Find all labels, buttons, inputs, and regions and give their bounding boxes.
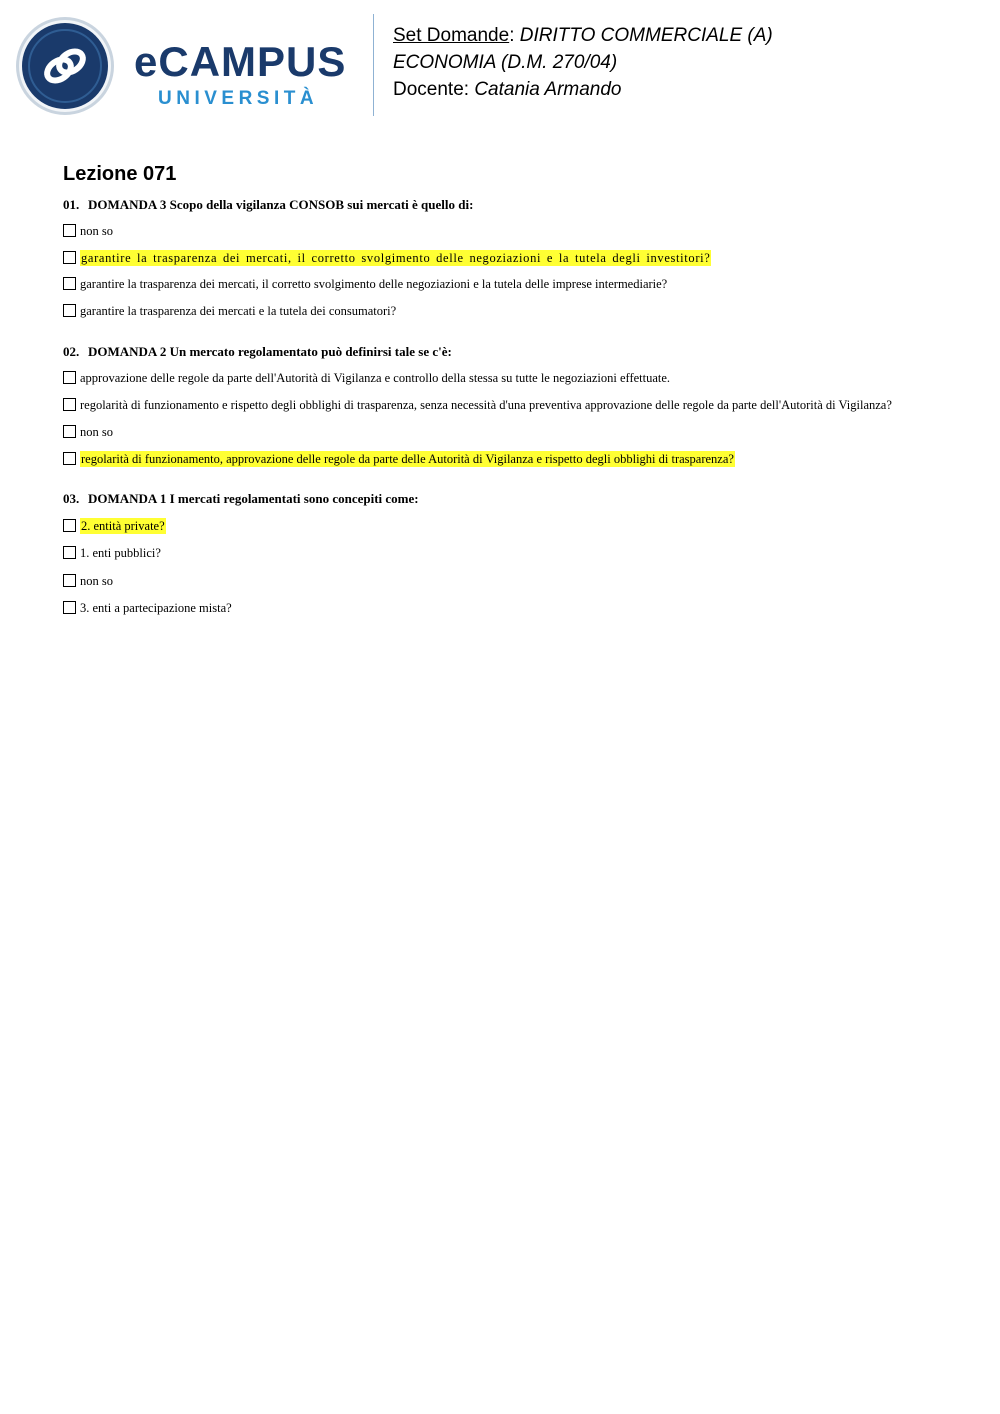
- answer-checkbox[interactable]: [63, 574, 76, 587]
- question-number: 01.: [63, 197, 80, 212]
- answer-text: 1. enti pubblici?: [80, 545, 161, 560]
- question-number: 03.: [63, 491, 80, 506]
- answer-checkbox[interactable]: [63, 224, 76, 237]
- set-label: Set Domande: [393, 25, 510, 46]
- answer-checkbox[interactable]: [63, 398, 76, 411]
- answer-checkbox[interactable]: [63, 251, 76, 264]
- lesson-title: Lezione 071: [63, 163, 177, 185]
- ecampus-seal-logo-icon: [14, 16, 116, 116]
- answer-option-highlighted[interactable]: [63, 249, 711, 266]
- question-text: DOMANDA 3 Scopo della vigilanza CONSOB sui mercati è quello di:: [88, 197, 474, 212]
- answer-option[interactable]: [63, 302, 396, 319]
- answer-option[interactable]: [63, 275, 667, 292]
- answer-text: garantire la trasparenza dei mercati, il corretto svolgimento delle negoziazioni e la tutela degli investitori?: [81, 250, 711, 265]
- answer-option[interactable]: [63, 396, 892, 413]
- answer-text: non so: [80, 223, 113, 238]
- answer-option[interactable]: [63, 369, 670, 386]
- answer-text: regolarità di funzionamento e rispetto degli obblighi di trasparenza, senza necessità d'una preventiva approvazione delle regole da parte dell'Autorità di Vigilanza?: [80, 397, 892, 412]
- ecampus-wordmark: [134, 38, 356, 114]
- answer-text: 2. entità private?: [81, 518, 165, 533]
- question-text: DOMANDA 2 Un mercato regolamentato può definirsi tale se c'è:: [88, 344, 452, 359]
- teacher-name: Catania Armando: [474, 79, 622, 100]
- header-info: [393, 22, 773, 103]
- question-2: [63, 344, 452, 360]
- answer-checkbox[interactable]: [63, 425, 76, 438]
- answer-text: regolarità di funzionamento, approvazione delle regole da parte delle Autorità di Vigilanza e rispetto degli obblighi di trasparenza?: [81, 451, 734, 466]
- question-3: [63, 491, 419, 507]
- answer-text: garantire la trasparenza dei mercati, il corretto svolgimento delle negoziazioni e la tutela delle imprese intermediarie?: [80, 276, 668, 291]
- answer-checkbox[interactable]: [63, 452, 76, 465]
- answer-option[interactable]: [63, 222, 113, 239]
- answer-text: non so: [80, 573, 113, 588]
- answer-option[interactable]: [63, 572, 113, 589]
- answer-checkbox[interactable]: [63, 546, 76, 559]
- set-separator: :: [509, 25, 515, 46]
- teacher-line: [393, 76, 773, 103]
- answer-checkbox[interactable]: [63, 277, 76, 290]
- answer-option-highlighted[interactable]: [63, 517, 166, 534]
- course-title-line2: ECONOMIA (D.M. 270/04): [393, 52, 618, 73]
- question-1: [63, 197, 473, 213]
- answer-option-highlighted[interactable]: [63, 450, 735, 467]
- question-text: DOMANDA 1 I mercati regolamentati sono concepiti come:: [88, 491, 419, 506]
- answer-option[interactable]: [63, 423, 113, 440]
- answer-text: garantire la trasparenza dei mercati e la tutela dei consumatori?: [80, 303, 397, 318]
- course-title-line1: DIRITTO COMMERCIALE (A): [519, 25, 773, 46]
- header-divider: [373, 14, 374, 116]
- answer-checkbox[interactable]: [63, 371, 76, 384]
- brand-subtitle: UNIVERSITÀ: [158, 88, 319, 109]
- answer-checkbox[interactable]: [63, 519, 76, 532]
- answer-text: approvazione delle regole da parte dell'Autorità di Vigilanza e controllo della stessa su tutte le negoziazioni effettuate.: [80, 370, 671, 385]
- brand-name: eCAMPUS: [134, 38, 347, 85]
- answer-option[interactable]: [63, 599, 232, 616]
- answer-text: non so: [80, 424, 113, 439]
- answer-option[interactable]: [63, 544, 161, 561]
- course-line-1: [393, 22, 773, 49]
- answer-text: 3. enti a partecipazione mista?: [80, 600, 232, 615]
- question-number: 02.: [63, 344, 80, 359]
- answer-checkbox[interactable]: [63, 601, 76, 614]
- answer-checkbox[interactable]: [63, 304, 76, 317]
- teacher-label: Docente:: [393, 79, 470, 100]
